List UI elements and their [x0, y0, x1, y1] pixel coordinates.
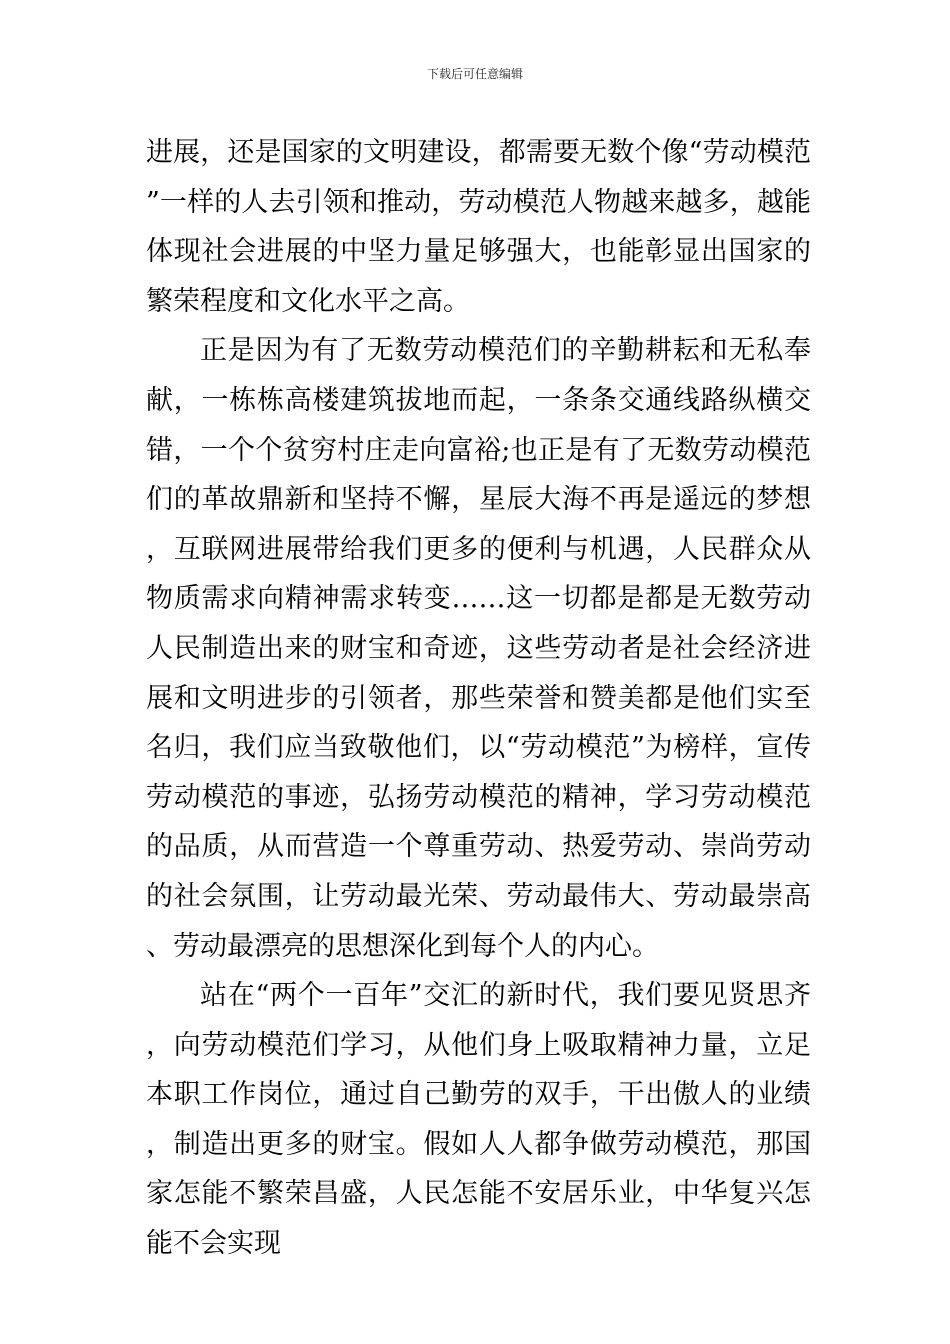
- paragraph-new-era: 站在“两个一百年”交汇的新时代，我们要见贤思齐，向劳动模范们学习，从他们身上吸取精神力量，立足本职工作岗位，通过自己勤劳的双手，干出傲人的业绩，制造出更多的财宝。假如人人都争做劳动模范，那国家怎能不繁荣昌盛，人民怎能不安居乐业，中华复兴怎能不会实现: [146, 980, 811, 1260]
- paragraph-labor-models-contribution: 正是因为有了无数劳动模范们的辛勤耕耘和无私奉献，一栋栋高楼建筑拔地而起，一条条交通线路纵横交错，一个个贫穷村庄走向富裕;也正是有了无数劳动模范们的革故鼎新和坚持不懈，星辰大海不再是遥远的梦想，互联网进展带给我们更多的便利与机遇，人民群众从物质需求向精神需求转变……这一切都是都是无数劳动人民制造出来的财宝和奇迹，这些劳动者是社会经济进展和文明进步的引领者，那些荣誉和赞美都是他们实至名归，我们应当致敬他们，以“劳动模范”为榜样，宣传劳动模范的事迹，弘扬劳动模范的精神，学习劳动模范的品质，从而营造一个尊重劳动、热爱劳动、崇尚劳动的社会氛围，让劳动最光荣、劳动最伟大、劳动最崇高、劳动最漂亮的思想深化到每个人的内心。: [146, 335, 811, 962]
- page-header: 下载后可任意编辑: [426, 67, 523, 81]
- paragraph-continuation: 进展，还是国家的文明建设，都需要无数个像“劳动模范”一样的人去引领和推动，劳动模范人物越来越多，越能体现社会进展的中坚力量足够强大，也能彰显出国家的繁荣程度和文化水平之高。: [146, 137, 811, 317]
- document-body: [146, 128, 811, 1269]
